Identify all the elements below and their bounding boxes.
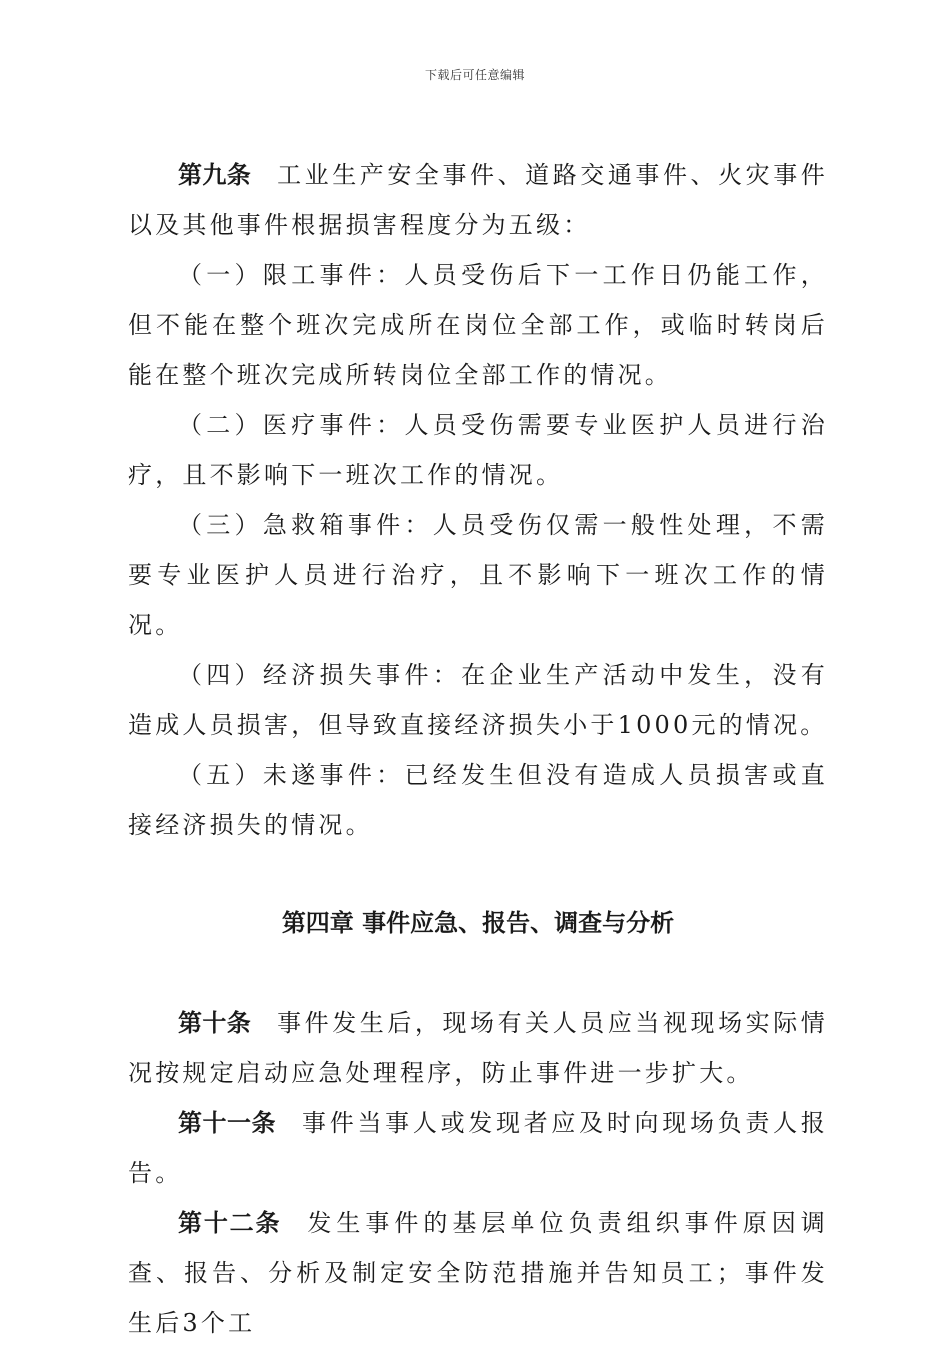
- article-11-label: 第十一条: [178, 1109, 277, 1137]
- article-11: [128, 1098, 828, 1198]
- article-12-text: 发生事件的基层单位负责组织事件原因调查、报告、分析及制定安全防范措施并告知员工；事件发生后3个工: [128, 1209, 828, 1337]
- article-10: [128, 998, 828, 1098]
- article-9: [128, 150, 828, 250]
- article-9-label: 第九条: [178, 161, 252, 189]
- document-body: [128, 150, 828, 1348]
- level-item-2: （二）医疗事件：人员受伤需要专业医护人员进行治疗，且不影响下一班次工作的情况。: [128, 411, 828, 489]
- article-12: [128, 1198, 828, 1348]
- article-9-text: 工业生产安全事件、道路交通事件、火灾事件以及其他事件根据损害程度分为五级：: [128, 161, 829, 239]
- page-header: 下载后可任意编辑: [424, 68, 525, 82]
- level-item-3: （三）急救箱事件：人员受伤仅需一般性处理，不需要专业医护人员进行治疗，且不影响下一班次工作的情况。: [128, 511, 828, 639]
- article-10-text: 事件发生后，现场有关人员应当视现场实际情况按规定启动应急处理程序，防止事件进一步扩大。: [128, 1009, 829, 1087]
- spacer: [128, 850, 828, 898]
- level-item-4: （四）经济损失事件：在企业生产活动中发生，没有造成人员损害，但导致直接经济损失小于1000元的情况。: [128, 661, 828, 739]
- chapter-heading: 第四章 事件应急、报告、调查与分析: [281, 909, 675, 937]
- article-10-label: 第十条: [178, 1009, 252, 1037]
- spacer: [128, 948, 828, 998]
- article-11-text: 事件当事人或发现者应及时向现场负责人报告。: [128, 1109, 828, 1187]
- level-item-1: （一）限工事件：人员受伤后下一工作日仍能工作，但不能在整个班次完成所在岗位全部工作，或临时转岗后能在整个班次完成所转岗位全部工作的情况。: [128, 261, 828, 389]
- article-12-label: 第十二条: [178, 1209, 282, 1237]
- level-item-5: （五）未遂事件：已经发生但没有造成人员损害或直接经济损失的情况。: [128, 761, 828, 839]
